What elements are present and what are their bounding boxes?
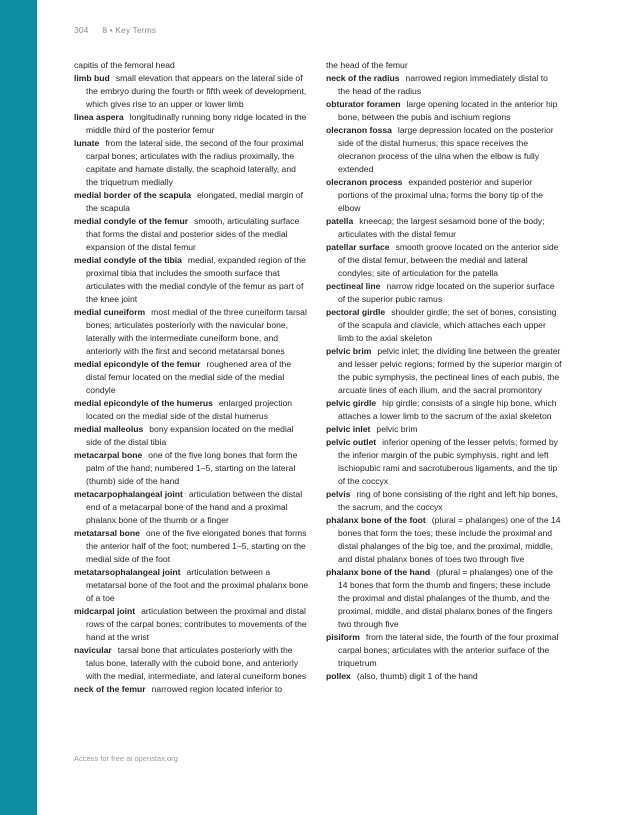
glossary-entry bbox=[326, 59, 562, 72]
glossary-term: metatarsal bone bbox=[74, 528, 140, 538]
glossary-definition: small elevation that appears on the lateral side of the embryo during the fourth or fifth week of development, which gives rise to an upper or lower limb bbox=[86, 73, 307, 109]
glossary-term: olecranon fossa bbox=[326, 125, 392, 135]
glossary-entry bbox=[326, 215, 562, 241]
glossary-column-left bbox=[74, 59, 310, 696]
glossary-entry bbox=[74, 449, 310, 488]
glossary-entry bbox=[326, 124, 562, 176]
glossary-entry bbox=[326, 306, 562, 345]
glossary-entry bbox=[326, 98, 562, 124]
glossary-entry bbox=[326, 241, 562, 280]
glossary-definition: ring of bone consisting of the right and left hip bones, the sacrum, and the coccyx bbox=[338, 489, 558, 512]
glossary-definition: tarsal bone that articulates posteriorly with the talus bone, laterally with the cuboid bone, and anteriorly with the medial, intermediate, and lateral cuneiform bones bbox=[86, 645, 307, 681]
glossary-term: metatarsophalangeal joint bbox=[74, 567, 181, 577]
glossary-definition: smooth, articulating surface that forms the distal and posterior sides of the medial expansion of the distal femur bbox=[86, 216, 300, 252]
glossary-entry bbox=[74, 306, 310, 358]
glossary-entry bbox=[74, 254, 310, 306]
glossary-definition: (plural = phalanges) one of the 14 bones that form the toes; these include the proximal and distal phalanges of the big toe, and the proximal, middle, and distal phalanx bones of toes two through five bbox=[338, 515, 561, 564]
glossary-entry bbox=[74, 358, 310, 397]
glossary-definition: narrowed region immediately distal to the head of the radius bbox=[338, 73, 548, 96]
section-title: Key Terms bbox=[115, 25, 157, 35]
glossary-definition: kneecap; the largest sesamoid bone of the body; articulates with the distal femur bbox=[338, 216, 545, 239]
glossary-term: medial condyle of the femur bbox=[74, 216, 189, 226]
glossary-definition: large depression located on the posterior side of the distal humerus; this space receives the olecranon process of the ulna when the elbow is fully extended bbox=[338, 125, 554, 174]
glossary-entry bbox=[326, 436, 562, 488]
glossary-entry bbox=[74, 59, 310, 72]
glossary-entry bbox=[74, 488, 310, 527]
glossary-term: pectineal line bbox=[326, 281, 381, 291]
glossary-definition: articulation between the distal end of a metacarpal bone of the hand and a proximal phalanx bone of the thumb or a finger bbox=[86, 489, 303, 525]
glossary-term: patellar surface bbox=[326, 242, 390, 252]
glossary-entry bbox=[326, 514, 562, 566]
glossary-entry bbox=[326, 397, 562, 423]
glossary-entry bbox=[326, 670, 562, 683]
glossary-entry bbox=[74, 566, 310, 605]
glossary-definition: one of the five long bones that form the palm of the hand; numbered 1–5, starting on the lateral (thumb) side of the hand bbox=[86, 450, 298, 486]
glossary-term: phalanx bone of the foot bbox=[326, 515, 426, 525]
glossary-definition: smooth groove located on the anterior side of the distal femur, between the medial and lateral condyles; site of articulation for the patella bbox=[338, 242, 559, 278]
glossary-definition: enlarged projection located on the medial side of the distal humerus bbox=[86, 398, 293, 421]
glossary-definition: most medial of the three cuneiform tarsal bones; articulates posteriorly with the navicular bone, laterally with the intermediate cuneiform bone, and anteriorly with the first and second metatarsal bones bbox=[86, 307, 307, 356]
running-head bbox=[74, 25, 156, 35]
glossary-term: limb bud bbox=[74, 73, 110, 83]
glossary-term: medial condyle of the tibia bbox=[74, 255, 182, 265]
glossary-term: medial cuneiform bbox=[74, 307, 146, 317]
glossary-entry bbox=[326, 566, 562, 631]
glossary-entry bbox=[74, 423, 310, 449]
glossary-definition: narrow ridge located on the superior surface of the superior pubic ramus bbox=[338, 281, 555, 304]
glossary-definition: from the lateral side, the second of the four proximal carpal bones; articulates with the radius proximally, the capitate and hamate distally, the scaphoid laterally, and the triquetrum medially bbox=[86, 138, 304, 187]
glossary-term: pelvis bbox=[326, 489, 351, 499]
glossary-entry bbox=[74, 189, 310, 215]
glossary-definition: elongated, medial margin of the scapula bbox=[86, 190, 304, 213]
glossary-term: navicular bbox=[74, 645, 112, 655]
glossary-definition: longitudinally running bony ridge located in the middle third of the posterior femur bbox=[86, 112, 307, 135]
glossary-definition: narrowed region located inferior to bbox=[151, 684, 283, 694]
glossary-entry bbox=[74, 137, 310, 189]
glossary-definition: capitis of the femoral head bbox=[74, 60, 175, 70]
glossary-term: pectoral girdle bbox=[326, 307, 386, 317]
glossary-definition: (also, thumb) digit 1 of the hand bbox=[356, 671, 478, 681]
glossary-term: medial epicondyle of the humerus bbox=[74, 398, 213, 408]
glossary-definition: shoulder girdle; the set of bones, consisting of the scapula and clavicle, which attaches each upper limb to the axial skeleton bbox=[338, 307, 557, 343]
glossary-term: medial malleolus bbox=[74, 424, 144, 434]
glossary-term: pelvic brim bbox=[326, 346, 372, 356]
glossary-entry bbox=[74, 397, 310, 423]
glossary-entry bbox=[326, 176, 562, 215]
glossary-entry bbox=[74, 215, 310, 254]
glossary-definition: pelvic brim bbox=[376, 424, 418, 434]
glossary-term: olecranon process bbox=[326, 177, 403, 187]
glossary-entry bbox=[326, 280, 562, 306]
glossary-definition: hip girdle; consists of a single hip bone, which attaches a lower limb to the sacrum of the axial skeleton bbox=[338, 398, 557, 421]
glossary-definition: roughened area of the distal femur located on the medial side of the medial condyle bbox=[86, 359, 292, 395]
glossary-term: pisiform bbox=[326, 632, 360, 642]
glossary-definition: large opening located in the anterior hip bone, between the pubis and ischium regions bbox=[338, 99, 558, 122]
glossary-entry bbox=[326, 488, 562, 514]
glossary-term: linea aspera bbox=[74, 112, 124, 122]
glossary-entry bbox=[326, 72, 562, 98]
glossary-term: patella bbox=[326, 216, 354, 226]
glossary-entry bbox=[74, 644, 310, 683]
glossary-definition: articulation between the proximal and distal rows of the carpal bones; contributes to movements of the hand at the wrist bbox=[86, 606, 307, 642]
glossary-term: neck of the femur bbox=[74, 684, 146, 694]
glossary-entry bbox=[74, 111, 310, 137]
glossary-term: metacarpophalangeal joint bbox=[74, 489, 183, 499]
glossary-entry bbox=[326, 345, 562, 397]
side-color-bar bbox=[0, 0, 37, 815]
glossary-definition: one of the five elongated bones that forms the anterior half of the foot; numbered 1–5, starting on the medial side of the foot bbox=[86, 528, 307, 564]
chapter-number: 8 bbox=[102, 25, 108, 35]
glossary-entry bbox=[326, 631, 562, 670]
glossary-term: obturator foramen bbox=[326, 99, 401, 109]
page-footer: Access for free at openstax.org bbox=[74, 754, 178, 763]
glossary-definition: expanded posterior and superior portions of the proximal ulna; forms the bony tip of the elbow bbox=[338, 177, 543, 213]
glossary-entry bbox=[326, 423, 562, 436]
glossary-term: pelvic outlet bbox=[326, 437, 377, 447]
glossary-column-right bbox=[326, 59, 562, 683]
glossary-term: lunate bbox=[74, 138, 100, 148]
glossary-term: medial epicondyle of the femur bbox=[74, 359, 201, 369]
glossary-definition: inferior opening of the lesser pelvis; formed by the inferior margin of the pubic symphysis, right and left ischiopubic rami and sacrotuberous ligaments, and the tip of the coccyx bbox=[338, 437, 558, 486]
glossary-term: pollex bbox=[326, 671, 351, 681]
glossary-term: medial border of the scapula bbox=[74, 190, 191, 200]
glossary-term: neck of the radius bbox=[326, 73, 400, 83]
glossary-definition: pelvic inlet; the dividing line between the greater and lesser pelvic regions; formed by the superior margin of the pubic symphysis, the pectineal lines of each pubis, the arcuate lines of each ilium, and the sacral promontory bbox=[338, 346, 562, 395]
glossary-definition: articulation between a metatarsal bone of the foot and the proximal phalanx bone of a toe bbox=[86, 567, 309, 603]
glossary-entry bbox=[74, 683, 310, 696]
page-number: 304 bbox=[74, 25, 89, 35]
glossary-entry bbox=[74, 605, 310, 644]
glossary-definition: bony expansion located on the medial side of the distal tibia bbox=[86, 424, 294, 447]
glossary-term: pelvic girdle bbox=[326, 398, 377, 408]
glossary-definition: (plural = phalanges) one of the 14 bones that form the thumb and fingers; these include the proximal and distal phalanges of the thumb, and the proximal, middle, and distal phalanx bones of the fingers two through five bbox=[338, 567, 553, 629]
glossary-term: phalanx bone of the hand bbox=[326, 567, 431, 577]
glossary-term: metacarpal bone bbox=[74, 450, 143, 460]
glossary-term: pelvic inlet bbox=[326, 424, 371, 434]
glossary-definition: the head of the femur bbox=[326, 60, 408, 70]
glossary-term: midcarpal joint bbox=[74, 606, 136, 616]
glossary-definition: from the lateral side, the fourth of the four proximal carpal bones; articulates with the anterior surface of the triquetrum bbox=[338, 632, 559, 668]
glossary-definition: medial, expanded region of the proximal tibia that includes the smooth surface that articulates with the medial condyle of the femur as part of the knee joint bbox=[86, 255, 306, 304]
glossary-entry bbox=[74, 72, 310, 111]
glossary-entry bbox=[74, 527, 310, 566]
bullet-separator: • bbox=[109, 25, 113, 35]
